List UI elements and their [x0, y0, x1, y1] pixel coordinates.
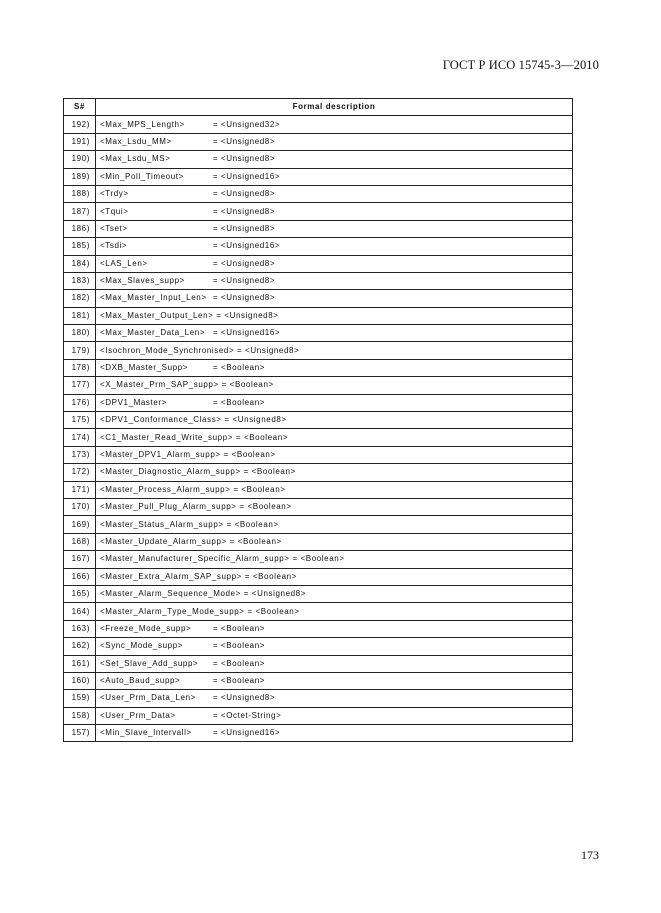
parameter-type: = <Unsigned8> [212, 223, 276, 233]
row-number: 167) [64, 551, 96, 568]
row-number: 163) [64, 620, 96, 637]
parameter-type: = <Unsigned8> [212, 136, 276, 146]
row-number: 182) [64, 290, 96, 307]
formal-description-cell [96, 690, 573, 707]
table-row [64, 638, 573, 655]
parameter-name: <Auto_Baud_supp> [100, 676, 181, 686]
row-number: 158) [64, 707, 96, 724]
formal-description-cell [96, 342, 573, 359]
parameter-name: <Trdy> [100, 189, 129, 199]
parameter-type: = <Unsigned8> [212, 276, 276, 286]
parameter-type: = <Boolean> [212, 363, 266, 373]
table-row [64, 603, 573, 620]
parameter-type: = <Boolean> [244, 571, 297, 581]
row-number: 191) [64, 133, 96, 150]
parameter-name: <Tsdi> [100, 241, 128, 251]
parameter-name: <Max_Master_Data_Len> [100, 328, 206, 338]
parameter-type: = <Unsigned8> [212, 293, 276, 303]
formal-description-cell [96, 203, 573, 220]
table-row [64, 481, 573, 498]
table-row [64, 690, 573, 707]
table-row [64, 707, 573, 724]
formal-description-cell [96, 603, 573, 620]
formal-description-cell [96, 498, 573, 515]
parameter-name: <Max_Master_Input_Len> [100, 293, 207, 303]
table-row [64, 255, 573, 272]
row-number: 188) [64, 185, 96, 202]
table-row [64, 394, 573, 411]
row-number: 181) [64, 307, 96, 324]
parameter-type: = <Boolean> [247, 606, 300, 616]
parameter-name: <X_Master_Prm_SAP_supp> [100, 380, 219, 390]
row-number: 189) [64, 168, 96, 185]
parameter-name: <Master_Extra_Alarm_SAP_supp> [100, 571, 242, 581]
parameter-type: = <Boolean> [223, 450, 276, 459]
parameter-type: = <Unsigned8> [212, 189, 276, 199]
row-number: 169) [64, 516, 96, 533]
formal-description-cell [96, 220, 573, 237]
formal-description-cell [96, 551, 573, 568]
parameter-name: <Min_Slave_Intervall> [100, 728, 192, 738]
table-row [64, 168, 573, 185]
formal-description-cell [96, 707, 573, 724]
parameter-name: <Max_Lsdu_MM> [100, 136, 172, 146]
table-row [64, 220, 573, 237]
parameter-type: = <Unsigned8> [212, 206, 276, 216]
parameter-name: <Set_Slave_Add_supp> [100, 658, 199, 668]
parameter-type: = <Unsigned8> [243, 589, 306, 599]
parameter-type: = <Boolean> [212, 623, 266, 633]
parameter-type: = <Octet-String> [212, 710, 282, 720]
row-number: 183) [64, 272, 96, 289]
parameter-name: <Freeze_Mode_supp> [100, 623, 192, 633]
parameter-type: = <Unsigned8> [212, 258, 276, 268]
parameter-type: = <Boolean> [239, 502, 292, 512]
formal-description-cell [96, 151, 573, 168]
table-row [64, 377, 573, 394]
row-number: 180) [64, 325, 96, 342]
row-number: 173) [64, 446, 96, 463]
table-row [64, 116, 573, 133]
formal-description-cell [96, 516, 573, 533]
row-number: 170) [64, 498, 96, 515]
row-number: 187) [64, 203, 96, 220]
row-number: 161) [64, 655, 96, 672]
row-number: 157) [64, 725, 96, 742]
parameter-type: = <Boolean> [212, 676, 266, 686]
formal-description-cell [96, 568, 573, 585]
table-header-row [64, 99, 573, 116]
parameter-type: = <Boolean> [233, 484, 286, 494]
parameter-name: <Master_Update_Alarm_supp> [100, 536, 227, 546]
formal-description-cell [96, 481, 573, 498]
table-row [64, 238, 573, 255]
parameter-type: = <Boolean> [212, 658, 266, 668]
table-row [64, 307, 573, 324]
formal-description-cell [96, 238, 573, 255]
parameter-name: <Max_Master_Output_Len> [100, 310, 214, 320]
row-number: 172) [64, 464, 96, 481]
formal-description-cell [96, 725, 573, 742]
table-row [64, 672, 573, 689]
row-number: 184) [64, 255, 96, 272]
parameter-type: = <Unsigned8> [216, 310, 279, 320]
table-row [64, 568, 573, 585]
parameter-type: = <Unsigned32> [212, 119, 281, 129]
formal-description-cell [96, 168, 573, 185]
formal-description-cell [96, 272, 573, 289]
parameter-name: <Master_Pull_Plug_Alarm_supp> [100, 502, 237, 512]
parameter-name: <Master_Alarm_Type_Mode_supp> [100, 606, 245, 616]
row-number: 185) [64, 238, 96, 255]
table-row [64, 620, 573, 637]
parameter-type: = <Boolean> [243, 467, 296, 477]
table-row [64, 359, 573, 376]
row-number: 171) [64, 481, 96, 498]
parameter-type: = <Boolean> [292, 554, 345, 564]
parameter-name: <Isochron_Mode_Synchronised> [100, 345, 235, 355]
formal-description-cell [96, 394, 573, 411]
row-number: 177) [64, 377, 96, 394]
parameter-name: <Max_Lsdu_MS> [100, 154, 171, 164]
row-number: 166) [64, 568, 96, 585]
parameter-type: = <Unsigned8> [224, 415, 287, 425]
table-row [64, 464, 573, 481]
formal-description-cell [96, 672, 573, 689]
table-row [64, 412, 573, 429]
formal-description-cell [96, 446, 573, 463]
formal-description-cell [96, 533, 573, 550]
row-number: 162) [64, 638, 96, 655]
formal-description-cell [96, 255, 573, 272]
row-number: 176) [64, 394, 96, 411]
row-number: 174) [64, 429, 96, 446]
parameter-name: <Min_Poll_Timeout> [100, 171, 184, 181]
formal-description-cell [96, 585, 573, 602]
formal-description-cell [96, 620, 573, 637]
table-row [64, 446, 573, 463]
table-row [64, 585, 573, 602]
parameter-type: = <Boolean> [221, 380, 274, 390]
parameter-name: <DPV1_Master> [100, 397, 167, 407]
formal-description-cell [96, 638, 573, 655]
formal-description-cell [96, 185, 573, 202]
table-row [64, 185, 573, 202]
table-row [64, 151, 573, 168]
parameter-type: = <Unsigned8> [237, 345, 300, 355]
formal-description-cell [96, 377, 573, 394]
document-header: ГОСТ Р ИСО 15745-3—2010 [442, 58, 599, 72]
formal-description-table [63, 98, 573, 742]
formal-description-cell [96, 307, 573, 324]
row-number: 178) [64, 359, 96, 376]
parameter-name: <Master_Diagnostic_Alarm_supp> [100, 467, 241, 477]
table-row [64, 290, 573, 307]
parameter-name: <DPV1_Conformance_Class> [100, 415, 222, 425]
parameter-type: = <Boolean> [212, 641, 266, 651]
parameter-type: = <Unsigned16> [212, 728, 281, 738]
table-row [64, 725, 573, 742]
row-number: 186) [64, 220, 96, 237]
column-header-sequence: S# [64, 99, 96, 116]
parameter-name: <Max_MPS_Length> [100, 119, 185, 129]
formal-description-cell [96, 133, 573, 150]
parameter-type: = <Unsigned8> [212, 693, 276, 703]
parameter-name: <Tqui> [100, 206, 129, 216]
formal-description-cell [96, 359, 573, 376]
formal-description-cell [96, 464, 573, 481]
parameter-name: <Master_DPV1_Alarm_supp> [100, 450, 221, 459]
parameter-type: = <Unsigned8> [212, 154, 276, 164]
table-row [64, 516, 573, 533]
formal-description-cell [96, 429, 573, 446]
formal-description-cell [96, 116, 573, 133]
row-number: 164) [64, 603, 96, 620]
parameter-name: <Tset> [100, 223, 128, 233]
row-number: 168) [64, 533, 96, 550]
parameter-type: = <Unsigned16> [212, 171, 281, 181]
column-header-formal-description: Formal description [96, 99, 573, 116]
row-number: 159) [64, 690, 96, 707]
parameter-name: <User_Prm_Data> [100, 710, 176, 720]
parameter-name: <Max_Slaves_supp> [100, 276, 185, 286]
formal-description-cell [96, 325, 573, 342]
formal-description-cell [96, 655, 573, 672]
row-number: 160) [64, 672, 96, 689]
parameter-type: = <Boolean> [226, 519, 279, 529]
table-row [64, 272, 573, 289]
row-number: 179) [64, 342, 96, 359]
row-number: 190) [64, 151, 96, 168]
parameter-name: <LAS_Len> [100, 258, 148, 268]
parameter-name: <C1_Master_Read_Write_supp> [100, 432, 234, 442]
parameter-type: = <Boolean> [235, 432, 289, 442]
parameter-name: <Sync_Mode_supp> [100, 641, 183, 651]
table-row [64, 498, 573, 515]
parameter-name: <Master_Status_Alarm_supp> [100, 519, 224, 529]
row-number: 192) [64, 116, 96, 133]
parameter-type: = <Boolean> [212, 397, 266, 407]
table-row [64, 325, 573, 342]
parameter-type: = <Boolean> [229, 536, 282, 546]
table-row [64, 551, 573, 568]
parameter-type: = <Unsigned16> [212, 241, 281, 251]
table-row [64, 133, 573, 150]
row-number: 165) [64, 585, 96, 602]
parameter-name: <Master_Manufacturer_Specific_Alarm_supp> [100, 554, 290, 564]
parameter-name: <Master_Process_Alarm_supp> [100, 484, 231, 494]
formal-description-cell [96, 290, 573, 307]
parameter-name: <Master_Alarm_Sequence_Mode> [100, 589, 241, 599]
parameter-name: <User_Prm_Data_Len> [100, 693, 196, 703]
table-row [64, 342, 573, 359]
table-row [64, 655, 573, 672]
formal-description-cell [96, 412, 573, 429]
parameter-type: = <Unsigned16> [212, 328, 281, 338]
parameter-name: <DXB_Master_Supp> [100, 363, 189, 373]
row-number: 175) [64, 412, 96, 429]
table-row [64, 533, 573, 550]
table-body [64, 116, 573, 742]
table-row [64, 203, 573, 220]
table-row [64, 429, 573, 446]
page-number: 173 [581, 848, 599, 862]
